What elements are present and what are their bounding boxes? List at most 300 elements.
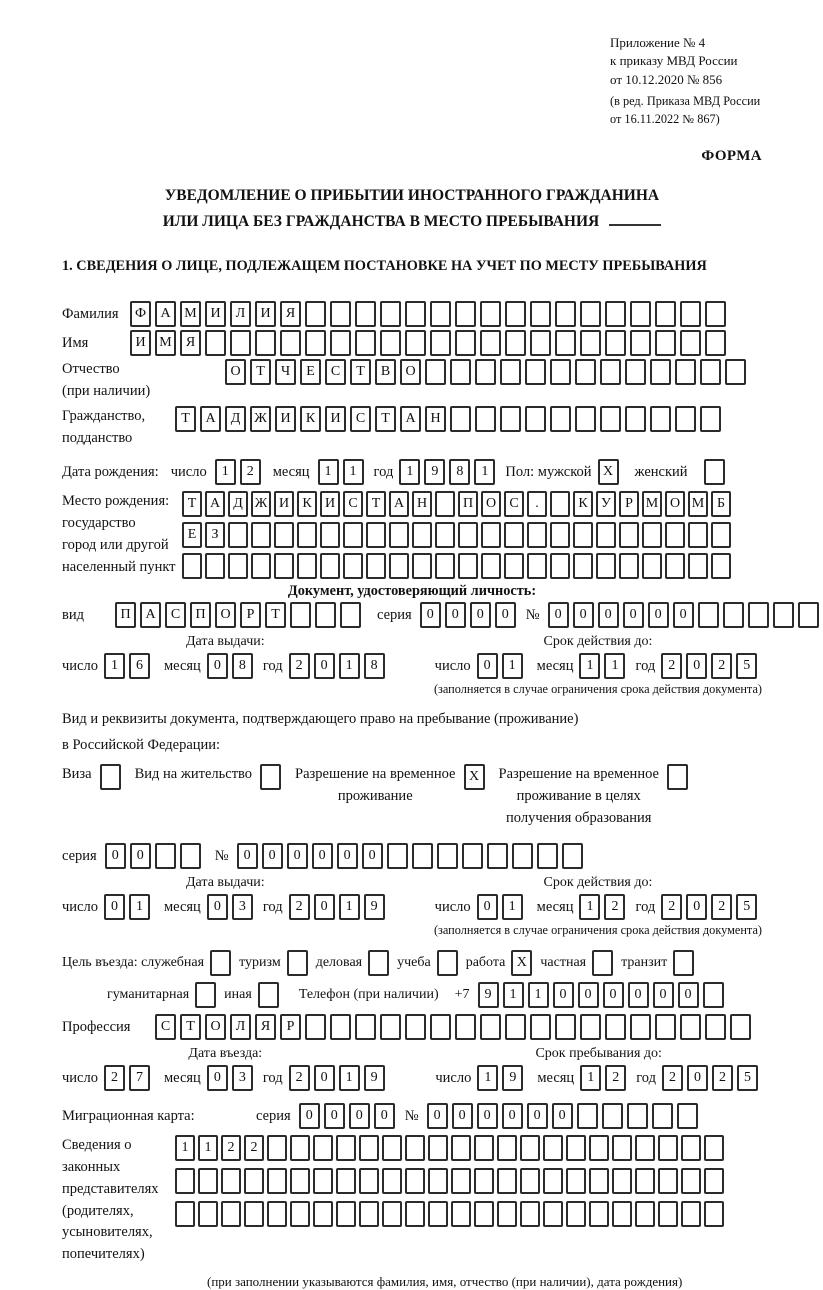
char-box[interactable] [555, 1014, 576, 1040]
char-box[interactable] [589, 1201, 609, 1227]
char-box[interactable] [773, 602, 794, 628]
char-box[interactable] [700, 406, 721, 432]
char-box[interactable]: 0 [237, 843, 258, 869]
char-box[interactable] [658, 1168, 678, 1194]
purpose-other-checkbox[interactable] [258, 982, 279, 1008]
education-residence-checkbox[interactable] [667, 764, 688, 790]
char-box[interactable]: 0 [324, 1103, 345, 1129]
char-box[interactable] [596, 522, 616, 548]
char-box[interactable]: 1 [474, 459, 495, 485]
char-box[interactable]: О [481, 491, 501, 517]
char-box[interactable] [650, 359, 671, 385]
char-box[interactable]: 0 [548, 602, 569, 628]
char-box[interactable]: Т [250, 359, 271, 385]
char-box[interactable]: 0 [299, 1103, 320, 1129]
char-box[interactable]: Ж [250, 406, 271, 432]
char-box[interactable] [451, 1201, 471, 1227]
char-box[interactable] [681, 1201, 701, 1227]
char-box[interactable]: Е [182, 522, 202, 548]
char-box[interactable] [481, 522, 501, 548]
char-box[interactable] [228, 553, 248, 579]
char-box[interactable]: О [225, 359, 246, 385]
char-box[interactable] [305, 330, 326, 356]
char-box[interactable]: 8 [364, 653, 385, 679]
char-box[interactable] [630, 1014, 651, 1040]
char-box[interactable] [525, 406, 546, 432]
char-box[interactable] [527, 553, 547, 579]
char-box[interactable]: 0 [686, 653, 707, 679]
char-box[interactable]: Б [711, 491, 731, 517]
char-box[interactable]: Т [366, 491, 386, 517]
char-box[interactable]: П [115, 602, 136, 628]
char-box[interactable]: 0 [312, 843, 333, 869]
char-box[interactable] [458, 553, 478, 579]
char-box[interactable] [550, 522, 570, 548]
char-box[interactable] [313, 1135, 333, 1161]
char-box[interactable] [635, 1168, 655, 1194]
char-box[interactable]: 0 [648, 602, 669, 628]
char-box[interactable] [336, 1201, 356, 1227]
char-box[interactable] [504, 522, 524, 548]
char-box[interactable] [512, 843, 533, 869]
char-box[interactable] [355, 330, 376, 356]
char-box[interactable] [705, 330, 726, 356]
char-box[interactable] [290, 1201, 310, 1227]
char-box[interactable]: И [274, 491, 294, 517]
char-box[interactable] [619, 522, 639, 548]
char-box[interactable]: А [389, 491, 409, 517]
char-box[interactable]: 0 [287, 843, 308, 869]
char-box[interactable] [655, 1014, 676, 1040]
char-box[interactable] [359, 1168, 379, 1194]
char-box[interactable] [612, 1168, 632, 1194]
char-box[interactable]: А [140, 602, 161, 628]
char-box[interactable] [412, 843, 433, 869]
char-box[interactable]: . [527, 491, 547, 517]
char-box[interactable]: 1 [399, 459, 420, 485]
char-box[interactable] [577, 1103, 598, 1129]
char-box[interactable] [175, 1201, 195, 1227]
char-box[interactable] [228, 522, 248, 548]
char-box[interactable]: 5 [736, 653, 757, 679]
char-box[interactable]: 1 [318, 459, 339, 485]
char-box[interactable]: 0 [477, 653, 498, 679]
char-box[interactable]: 1 [477, 1065, 498, 1091]
char-box[interactable] [612, 1201, 632, 1227]
char-box[interactable] [497, 1168, 517, 1194]
char-box[interactable]: 0 [552, 1103, 573, 1129]
char-box[interactable] [340, 602, 361, 628]
char-box[interactable]: 0 [686, 894, 707, 920]
char-box[interactable] [562, 843, 583, 869]
char-box[interactable]: А [205, 491, 225, 517]
char-box[interactable] [589, 1168, 609, 1194]
char-box[interactable]: 0 [207, 653, 228, 679]
char-box[interactable] [680, 1014, 701, 1040]
char-box[interactable] [600, 406, 621, 432]
char-box[interactable]: 0 [314, 1065, 335, 1091]
char-box[interactable] [428, 1201, 448, 1227]
char-box[interactable]: 0 [130, 843, 151, 869]
char-box[interactable]: 1 [580, 1065, 601, 1091]
char-box[interactable] [313, 1168, 333, 1194]
char-box[interactable]: 2 [711, 894, 732, 920]
char-box[interactable] [525, 359, 546, 385]
char-box[interactable] [382, 1201, 402, 1227]
char-box[interactable] [455, 301, 476, 327]
char-box[interactable] [537, 843, 558, 869]
female-checkbox[interactable] [704, 459, 725, 485]
char-box[interactable] [405, 330, 426, 356]
char-box[interactable] [619, 553, 639, 579]
char-box[interactable]: 9 [364, 894, 385, 920]
char-box[interactable] [343, 553, 363, 579]
char-box[interactable] [680, 301, 701, 327]
char-box[interactable] [550, 553, 570, 579]
char-box[interactable]: В [375, 359, 396, 385]
char-box[interactable] [290, 1135, 310, 1161]
char-box[interactable] [580, 330, 601, 356]
char-box[interactable]: 2 [712, 1065, 733, 1091]
char-box[interactable]: Р [619, 491, 639, 517]
char-box[interactable]: 0 [598, 602, 619, 628]
char-box[interactable] [320, 553, 340, 579]
char-box[interactable] [550, 359, 571, 385]
char-box[interactable] [475, 359, 496, 385]
char-box[interactable] [182, 553, 202, 579]
char-box[interactable] [405, 1135, 425, 1161]
char-box[interactable] [336, 1168, 356, 1194]
char-box[interactable] [480, 301, 501, 327]
char-box[interactable] [305, 1014, 326, 1040]
char-box[interactable] [475, 406, 496, 432]
char-box[interactable]: 2 [244, 1135, 264, 1161]
char-box[interactable] [387, 843, 408, 869]
purpose-work-checkbox[interactable]: X [511, 950, 532, 976]
char-box[interactable] [655, 330, 676, 356]
char-box[interactable] [255, 330, 276, 356]
char-box[interactable]: 0 [653, 982, 674, 1008]
char-box[interactable]: Я [180, 330, 201, 356]
char-box[interactable] [703, 982, 724, 1008]
purpose-study-checkbox[interactable] [437, 950, 458, 976]
char-box[interactable] [630, 330, 651, 356]
char-box[interactable]: 1 [502, 653, 523, 679]
char-box[interactable]: 9 [364, 1065, 385, 1091]
char-box[interactable] [180, 843, 201, 869]
char-box[interactable] [504, 553, 524, 579]
char-box[interactable] [625, 359, 646, 385]
char-box[interactable]: Л [230, 301, 251, 327]
char-box[interactable]: К [297, 491, 317, 517]
residence-permit-checkbox[interactable] [260, 764, 281, 790]
char-box[interactable] [635, 1201, 655, 1227]
char-box[interactable] [198, 1168, 218, 1194]
char-box[interactable] [575, 359, 596, 385]
char-box[interactable] [497, 1135, 517, 1161]
char-box[interactable] [688, 553, 708, 579]
char-box[interactable]: А [155, 301, 176, 327]
char-box[interactable]: П [458, 491, 478, 517]
char-box[interactable] [315, 602, 336, 628]
char-box[interactable]: 0 [427, 1103, 448, 1129]
char-box[interactable]: И [205, 301, 226, 327]
char-box[interactable] [450, 359, 471, 385]
char-box[interactable] [412, 522, 432, 548]
char-box[interactable]: 1 [198, 1135, 218, 1161]
char-box[interactable] [382, 1168, 402, 1194]
char-box[interactable] [555, 301, 576, 327]
char-box[interactable]: 0 [477, 1103, 498, 1129]
purpose-private-checkbox[interactable] [592, 950, 613, 976]
purpose-business-checkbox[interactable] [368, 950, 389, 976]
char-box[interactable]: С [350, 406, 371, 432]
char-box[interactable] [380, 1014, 401, 1040]
char-box[interactable] [550, 406, 571, 432]
char-box[interactable] [652, 1103, 673, 1129]
char-box[interactable] [589, 1135, 609, 1161]
char-box[interactable]: 0 [207, 894, 228, 920]
char-box[interactable]: 1 [175, 1135, 195, 1161]
char-box[interactable] [675, 359, 696, 385]
char-box[interactable] [505, 1014, 526, 1040]
char-box[interactable] [430, 301, 451, 327]
char-box[interactable] [451, 1168, 471, 1194]
char-box[interactable]: И [130, 330, 151, 356]
char-box[interactable]: Ч [275, 359, 296, 385]
char-box[interactable] [330, 1014, 351, 1040]
char-box[interactable] [437, 843, 458, 869]
char-box[interactable]: О [665, 491, 685, 517]
char-box[interactable]: 2 [661, 894, 682, 920]
char-box[interactable] [630, 301, 651, 327]
char-box[interactable] [313, 1201, 333, 1227]
char-box[interactable] [221, 1201, 241, 1227]
char-box[interactable] [405, 1201, 425, 1227]
char-box[interactable] [267, 1201, 287, 1227]
char-box[interactable]: Т [375, 406, 396, 432]
char-box[interactable] [612, 1135, 632, 1161]
char-box[interactable] [723, 602, 744, 628]
char-box[interactable] [435, 522, 455, 548]
char-box[interactable] [566, 1201, 586, 1227]
char-box[interactable] [474, 1201, 494, 1227]
char-box[interactable]: 1 [579, 653, 600, 679]
char-box[interactable]: С [155, 1014, 176, 1040]
char-box[interactable]: С [343, 491, 363, 517]
char-box[interactable]: 1 [528, 982, 549, 1008]
char-box[interactable] [481, 553, 501, 579]
char-box[interactable] [704, 1201, 724, 1227]
char-box[interactable]: И [255, 301, 276, 327]
char-box[interactable] [198, 1201, 218, 1227]
char-box[interactable] [430, 330, 451, 356]
temporary-residence-checkbox[interactable]: X [464, 764, 485, 790]
char-box[interactable]: 0 [374, 1103, 395, 1129]
char-box[interactable]: 1 [339, 653, 360, 679]
char-box[interactable] [573, 522, 593, 548]
char-box[interactable] [297, 553, 317, 579]
char-box[interactable]: 3 [232, 894, 253, 920]
char-box[interactable] [704, 1135, 724, 1161]
char-box[interactable] [474, 1135, 494, 1161]
purpose-transit-checkbox[interactable] [673, 950, 694, 976]
char-box[interactable]: 1 [579, 894, 600, 920]
char-box[interactable]: М [180, 301, 201, 327]
char-box[interactable]: Т [182, 491, 202, 517]
purpose-tourism-checkbox[interactable] [287, 950, 308, 976]
char-box[interactable] [655, 301, 676, 327]
char-box[interactable]: 0 [314, 894, 335, 920]
char-box[interactable]: У [596, 491, 616, 517]
char-box[interactable] [297, 522, 317, 548]
male-checkbox[interactable]: X [598, 459, 619, 485]
char-box[interactable] [355, 301, 376, 327]
char-box[interactable] [389, 553, 409, 579]
char-box[interactable] [320, 522, 340, 548]
char-box[interactable]: 2 [661, 653, 682, 679]
char-box[interactable] [359, 1135, 379, 1161]
char-box[interactable] [389, 522, 409, 548]
char-box[interactable]: 0 [502, 1103, 523, 1129]
char-box[interactable]: 2 [289, 1065, 310, 1091]
char-box[interactable] [530, 301, 551, 327]
char-box[interactable]: 0 [477, 894, 498, 920]
char-box[interactable] [580, 1014, 601, 1040]
char-box[interactable] [451, 1135, 471, 1161]
char-box[interactable] [500, 359, 521, 385]
char-box[interactable]: 2 [289, 653, 310, 679]
char-box[interactable] [658, 1135, 678, 1161]
char-box[interactable]: Т [350, 359, 371, 385]
char-box[interactable]: 0 [553, 982, 574, 1008]
char-box[interactable] [520, 1201, 540, 1227]
char-box[interactable] [520, 1168, 540, 1194]
char-box[interactable]: 0 [628, 982, 649, 1008]
char-box[interactable]: 1 [339, 894, 360, 920]
char-box[interactable]: К [573, 491, 593, 517]
char-box[interactable] [505, 301, 526, 327]
char-box[interactable]: 0 [573, 602, 594, 628]
char-box[interactable] [366, 522, 386, 548]
char-box[interactable]: Д [225, 406, 246, 432]
char-box[interactable] [382, 1135, 402, 1161]
char-box[interactable]: 2 [240, 459, 261, 485]
char-box[interactable]: 1 [215, 459, 236, 485]
char-box[interactable]: Р [280, 1014, 301, 1040]
char-box[interactable]: 0 [362, 843, 383, 869]
char-box[interactable] [435, 553, 455, 579]
char-box[interactable]: 0 [207, 1065, 228, 1091]
char-box[interactable]: Л [230, 1014, 251, 1040]
char-box[interactable] [462, 843, 483, 869]
char-box[interactable]: 1 [104, 653, 125, 679]
char-box[interactable]: Т [265, 602, 286, 628]
char-box[interactable]: 1 [503, 982, 524, 1008]
char-box[interactable] [330, 301, 351, 327]
char-box[interactable] [602, 1103, 623, 1129]
char-box[interactable] [680, 330, 701, 356]
char-box[interactable]: 5 [737, 1065, 758, 1091]
char-box[interactable]: 2 [104, 1065, 125, 1091]
char-box[interactable] [435, 491, 455, 517]
char-box[interactable] [405, 1014, 426, 1040]
char-box[interactable] [555, 330, 576, 356]
char-box[interactable] [605, 330, 626, 356]
char-box[interactable]: 0 [104, 894, 125, 920]
char-box[interactable] [480, 1014, 501, 1040]
char-box[interactable] [642, 553, 662, 579]
char-box[interactable] [343, 522, 363, 548]
char-box[interactable] [748, 602, 769, 628]
char-box[interactable] [359, 1201, 379, 1227]
char-box[interactable]: А [200, 406, 221, 432]
char-box[interactable] [705, 301, 726, 327]
char-box[interactable]: 2 [711, 653, 732, 679]
char-box[interactable] [566, 1168, 586, 1194]
char-box[interactable] [573, 553, 593, 579]
char-box[interactable] [267, 1135, 287, 1161]
char-box[interactable] [355, 1014, 376, 1040]
char-box[interactable] [230, 330, 251, 356]
char-box[interactable]: З [205, 522, 225, 548]
char-box[interactable]: 0 [105, 843, 126, 869]
char-box[interactable]: Е [300, 359, 321, 385]
char-box[interactable]: П [190, 602, 211, 628]
char-box[interactable] [665, 522, 685, 548]
char-box[interactable]: 6 [129, 653, 150, 679]
char-box[interactable] [336, 1135, 356, 1161]
char-box[interactable] [251, 522, 271, 548]
char-box[interactable] [330, 330, 351, 356]
char-box[interactable]: 9 [424, 459, 445, 485]
char-box[interactable] [487, 843, 508, 869]
char-box[interactable]: И [320, 491, 340, 517]
char-box[interactable] [366, 553, 386, 579]
char-box[interactable] [543, 1168, 563, 1194]
char-box[interactable]: О [400, 359, 421, 385]
char-box[interactable]: 0 [527, 1103, 548, 1129]
char-box[interactable] [700, 359, 721, 385]
char-box[interactable] [274, 522, 294, 548]
char-box[interactable] [625, 406, 646, 432]
char-box[interactable]: И [325, 406, 346, 432]
char-box[interactable] [681, 1168, 701, 1194]
char-box[interactable] [635, 1135, 655, 1161]
char-box[interactable]: 2 [605, 1065, 626, 1091]
char-box[interactable] [290, 1168, 310, 1194]
char-box[interactable]: 1 [502, 894, 523, 920]
char-box[interactable]: 0 [337, 843, 358, 869]
char-box[interactable]: 0 [678, 982, 699, 1008]
char-box[interactable] [681, 1135, 701, 1161]
char-box[interactable] [566, 1135, 586, 1161]
char-box[interactable]: Т [180, 1014, 201, 1040]
char-box[interactable]: 9 [502, 1065, 523, 1091]
char-box[interactable]: И [275, 406, 296, 432]
char-box[interactable]: Н [425, 406, 446, 432]
char-box[interactable]: Н [412, 491, 432, 517]
char-box[interactable]: 1 [343, 459, 364, 485]
char-box[interactable] [221, 1168, 241, 1194]
char-box[interactable]: 2 [604, 894, 625, 920]
char-box[interactable] [575, 406, 596, 432]
char-box[interactable] [550, 491, 570, 517]
char-box[interactable] [698, 602, 719, 628]
char-box[interactable]: 0 [623, 602, 644, 628]
char-box[interactable]: Т [175, 406, 196, 432]
char-box[interactable] [520, 1135, 540, 1161]
